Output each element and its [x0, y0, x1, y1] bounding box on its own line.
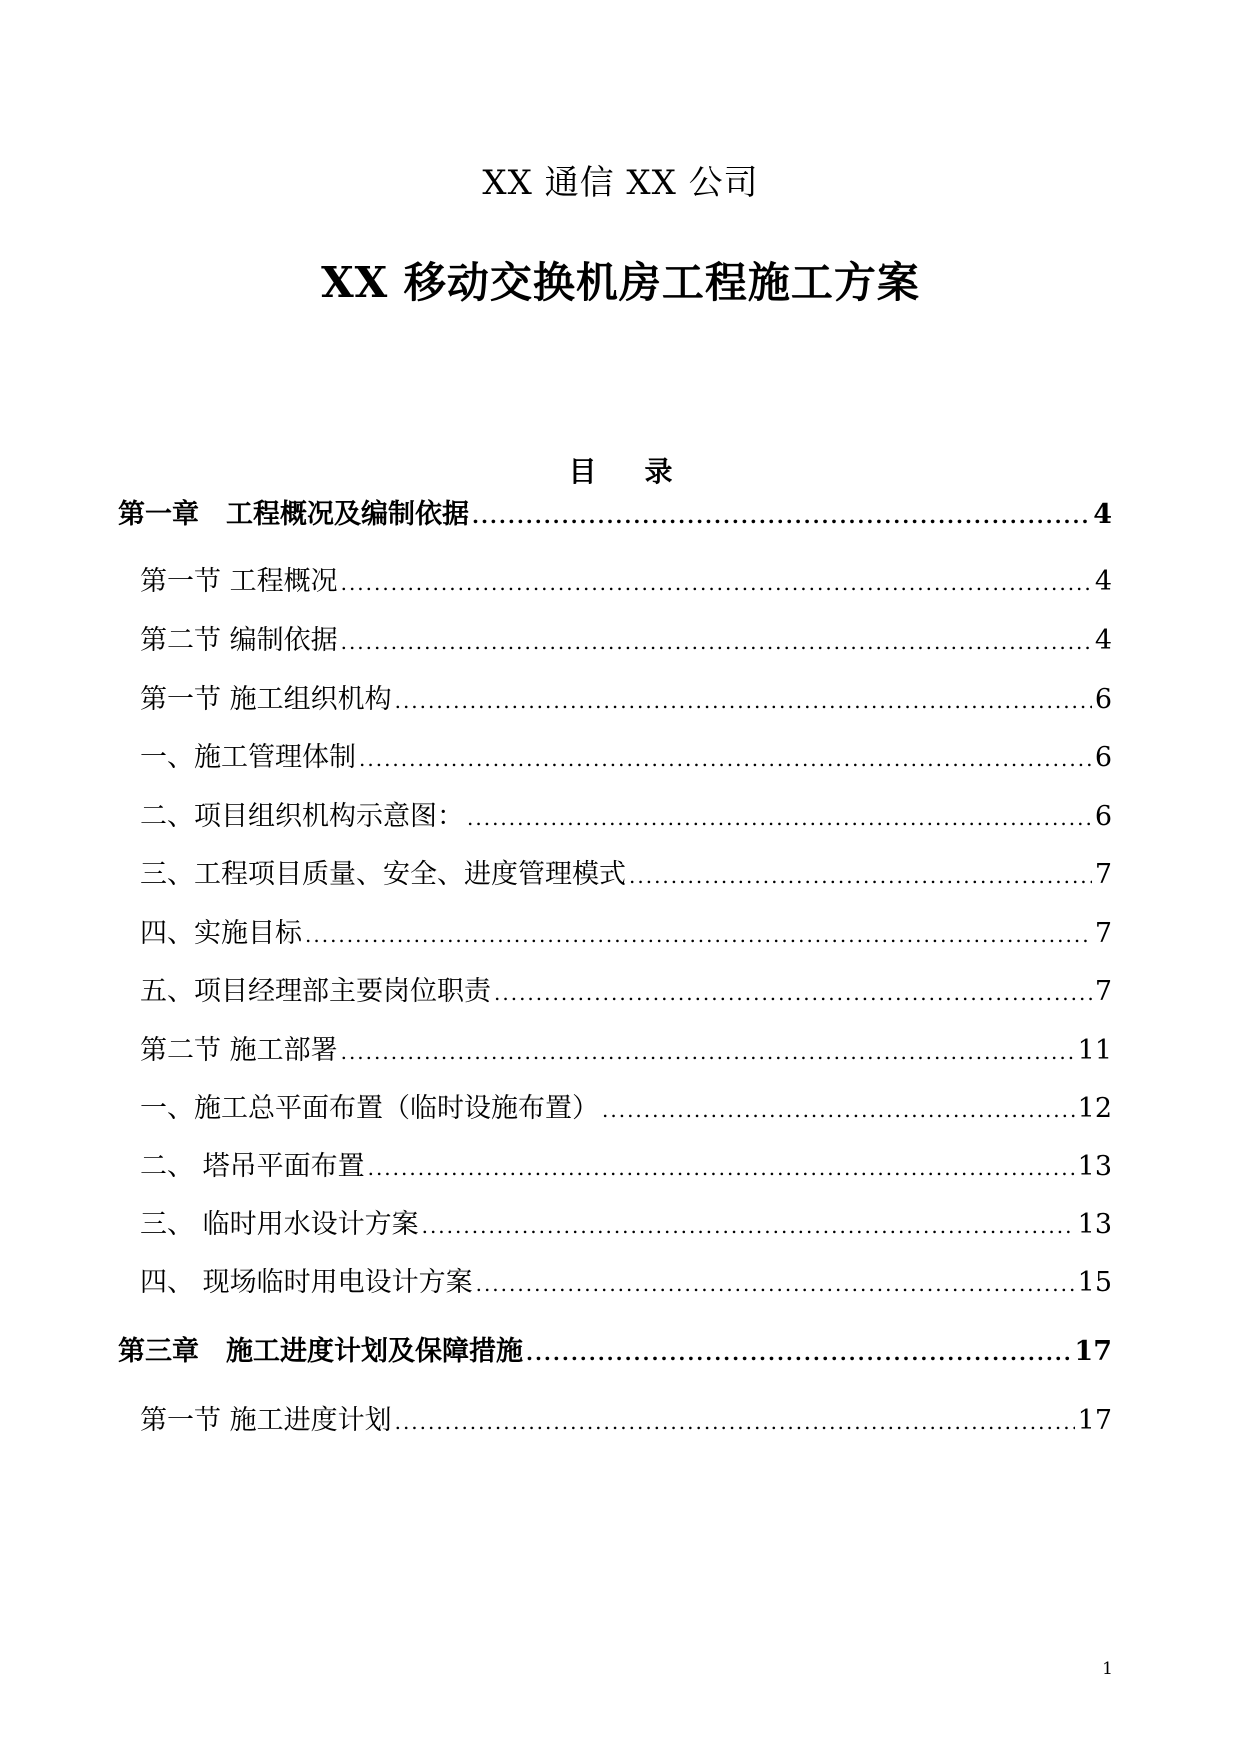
toc-section-entry[interactable]	[140, 1087, 1112, 1131]
toc-entry-label: 四、 现场临时用电设计方案	[140, 1267, 473, 1298]
toc-dot-leader	[602, 1088, 1075, 1132]
company-name: XX 通信 XX 公司	[482, 163, 759, 203]
toc-chapter-entry[interactable]	[118, 1330, 1112, 1374]
toc-entry-page: 7	[1094, 859, 1112, 890]
toc-dot-leader	[472, 494, 1090, 538]
toc-entry-page: 12	[1077, 1093, 1112, 1124]
toc-dot-leader	[494, 971, 1092, 1015]
toc-dot-leader	[629, 854, 1092, 898]
toc-dot-leader	[341, 561, 1092, 605]
toc-dot-leader	[368, 1146, 1075, 1190]
toc-section-entry[interactable]	[140, 619, 1112, 663]
toc-entry-label: 二、 塔吊平面布置	[140, 1151, 365, 1182]
toc-entry-page: 6	[1094, 801, 1112, 832]
toc-entry-page: 6	[1094, 742, 1112, 773]
toc-entry-label: 第一节 施工组织机构	[140, 684, 392, 715]
toc-dot-leader	[395, 679, 1092, 723]
toc-dot-leader	[526, 1331, 1071, 1375]
toc-chapter-entry[interactable]	[118, 493, 1112, 537]
toc-entry-label: 一、施工总平面布置（临时设施布置）	[140, 1093, 599, 1124]
toc-entry-label: 第一节 施工进度计划	[140, 1405, 392, 1436]
toc-dot-leader	[422, 1204, 1075, 1248]
toc-section-entry[interactable]	[140, 736, 1112, 780]
toc-entry-label: 三、工程项目质量、安全、进度管理模式	[140, 859, 626, 890]
toc-entry-page: 4	[1094, 566, 1112, 597]
toc-entry-label: 四、实施目标	[140, 918, 302, 949]
toc-heading-char-2: 录	[644, 455, 673, 488]
toc-entry-label: 三、 临时用水设计方案	[140, 1209, 419, 1240]
toc-entry-page: 15	[1077, 1267, 1112, 1298]
toc-entry-label: 第二节 编制依据	[140, 625, 338, 656]
toc-dot-leader	[476, 1262, 1075, 1306]
toc-entry-page: 17	[1074, 1336, 1112, 1367]
toc-section-entry[interactable]	[140, 1261, 1112, 1305]
toc-entry-page: 6	[1094, 684, 1112, 715]
toc-section-entry[interactable]	[140, 795, 1112, 839]
toc-dot-leader	[359, 737, 1092, 781]
toc-dot-leader	[305, 913, 1092, 957]
toc-section-entry[interactable]	[140, 1203, 1112, 1247]
toc-entry-page: 17	[1077, 1405, 1112, 1436]
toc-entry-page: 4	[1094, 625, 1112, 656]
toc-entry-page: 13	[1077, 1209, 1112, 1240]
toc-entry-label: 第三章 施工进度计划及保障措施	[118, 1336, 523, 1367]
toc-entry-page: 7	[1094, 918, 1112, 949]
toc-entry-label: 第一节 工程概况	[140, 566, 338, 597]
toc-heading-char-1: 目	[568, 455, 597, 488]
toc-section-entry[interactable]	[140, 1029, 1112, 1073]
toc-dot-leader	[395, 1400, 1075, 1444]
toc-section-entry[interactable]	[140, 1399, 1112, 1443]
toc-entry-label: 二、项目组织机构示意图：	[140, 801, 464, 832]
toc-entry-label: 一、施工管理体制	[140, 742, 356, 773]
toc-section-entry[interactable]	[140, 970, 1112, 1014]
toc-dot-leader	[341, 620, 1092, 664]
toc-dot-leader	[467, 796, 1092, 840]
toc-entry-label: 五、项目经理部主要岗位职责	[140, 976, 491, 1007]
toc-entry-page: 7	[1094, 976, 1112, 1007]
toc-section-entry[interactable]	[140, 1145, 1112, 1189]
toc-section-entry[interactable]	[140, 853, 1112, 897]
toc-dot-leader	[341, 1030, 1075, 1074]
toc-entry-label: 第二节 施工部署	[140, 1035, 338, 1066]
toc-entry-page: 4	[1093, 499, 1112, 530]
document-title: XX 移动交换机房工程施工方案	[321, 258, 920, 307]
toc-section-entry[interactable]	[140, 560, 1112, 604]
toc-entry-label: 第一章 工程概况及编制依据	[118, 499, 469, 530]
toc-section-entry[interactable]	[140, 912, 1112, 956]
toc-section-entry[interactable]	[140, 678, 1112, 722]
toc-entry-page: 13	[1077, 1151, 1112, 1182]
toc-entry-page: 11	[1077, 1035, 1112, 1066]
page-number: 1	[1102, 1659, 1113, 1679]
